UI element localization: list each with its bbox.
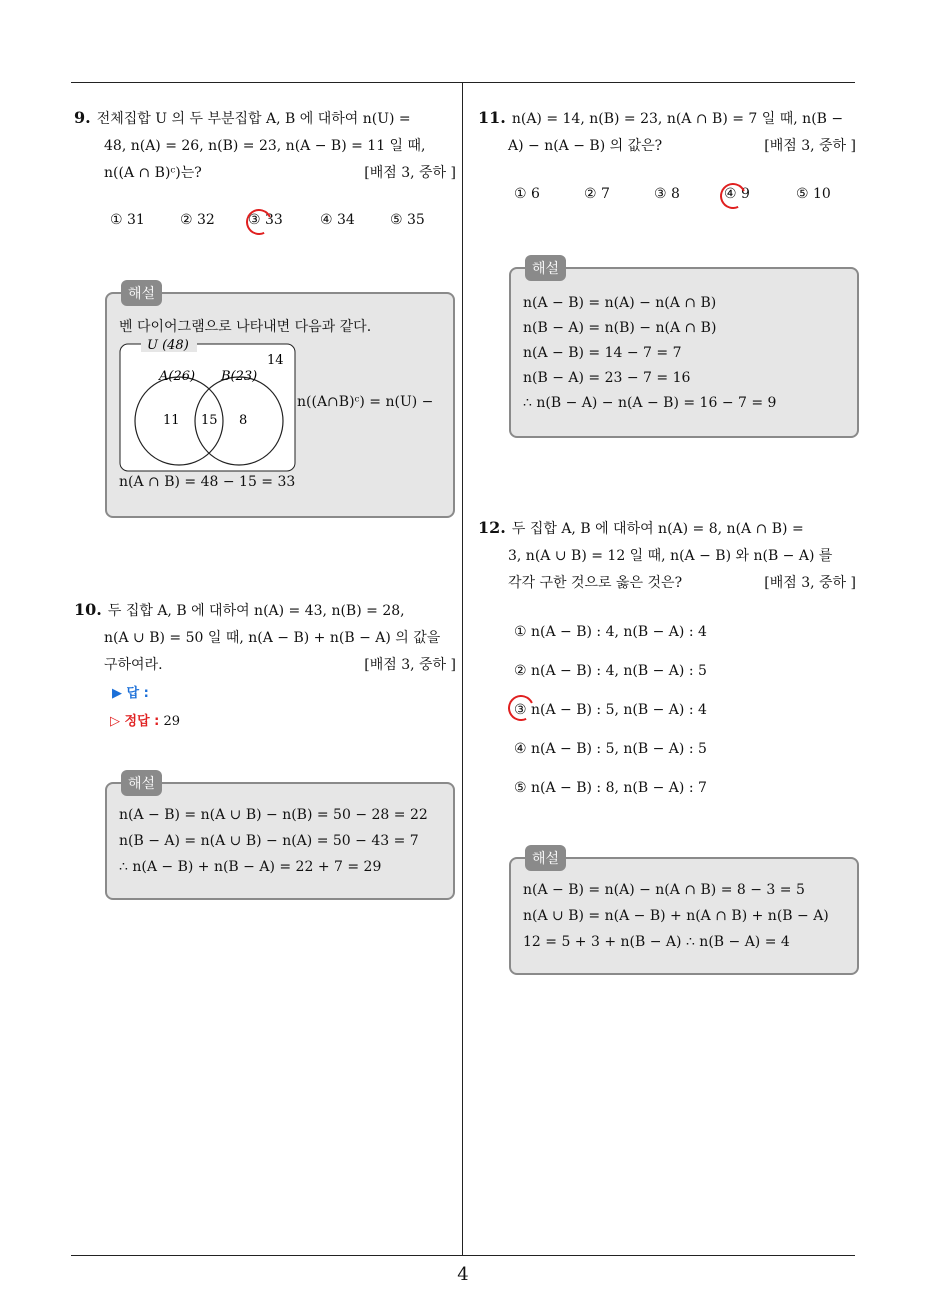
correct-answer-value: 29 bbox=[163, 714, 181, 729]
question-text-line: n((A ∩ B)ᶜ)는? bbox=[104, 165, 202, 181]
solution-box-9 bbox=[105, 286, 455, 518]
question-text-line: 각각 구한 것으로 옳은 것은? bbox=[508, 575, 683, 591]
selected-answer-mark bbox=[242, 205, 275, 238]
solution-label: 해설 bbox=[525, 255, 566, 281]
choice-2[interactable]: ② 32 bbox=[180, 212, 215, 228]
answer-label: ▶ 답 : bbox=[112, 686, 149, 701]
top-rule bbox=[71, 82, 855, 83]
set-b-label: B(23) bbox=[221, 369, 258, 384]
choice-1[interactable]: ① n(A − B) : 4, n(B − A) : 4 bbox=[514, 624, 707, 640]
choice-3[interactable]: ③ 33 bbox=[248, 212, 283, 228]
solution-line: n(A − B) = 14 − 7 = 7 bbox=[523, 345, 682, 361]
solution-label: 해설 bbox=[121, 280, 162, 306]
set-a-label: A(26) bbox=[159, 369, 196, 384]
question-text-line: n(A ∪ B) = 50 일 때, n(A − B) + n(B − A) 의 값을 bbox=[104, 630, 441, 646]
only-a-count: 11 bbox=[163, 413, 180, 428]
solution-line: n(A ∪ B) = n(A − B) + n(A ∩ B) + n(B − A) bbox=[523, 908, 829, 924]
solution-line: n(B − A) = 23 − 7 = 16 bbox=[523, 370, 691, 386]
solution-line: n(B − A) = n(A ∪ B) − n(A) = 50 − 43 = 7 bbox=[119, 833, 419, 849]
solution-label: 해설 bbox=[525, 845, 566, 871]
solution-box-10 bbox=[105, 776, 455, 900]
choices-12 bbox=[514, 622, 707, 817]
question-text-line: 전체집합 U 의 두 부분집합 A, B 에 대하여 n(U) = bbox=[96, 111, 411, 127]
choice-3[interactable]: ③ 8 bbox=[654, 186, 680, 202]
question-9 bbox=[74, 104, 456, 187]
question-number: 9. bbox=[74, 108, 91, 127]
universe-label: U (48) bbox=[147, 338, 189, 353]
score-tag: [배점 3, 중하 ] bbox=[364, 657, 456, 673]
choice-5[interactable]: ⑤ 10 bbox=[796, 186, 831, 202]
question-10 bbox=[74, 596, 456, 679]
question-text-line: 구하여라. bbox=[104, 657, 163, 673]
solution-box-12 bbox=[509, 851, 859, 975]
solution-line: n(A − B) = n(A) − n(A ∩ B) bbox=[523, 295, 717, 311]
only-b-count: 8 bbox=[239, 413, 248, 428]
solution-line: n(B − A) = n(B) − n(A ∩ B) bbox=[523, 320, 717, 336]
choice-1[interactable]: ① 6 bbox=[514, 186, 540, 202]
solution-side-text: n((A∩B)ᶜ) = n(U) − bbox=[297, 394, 434, 410]
score-tag: [배점 3, 중하 ] bbox=[364, 165, 456, 181]
selected-answer-mark bbox=[716, 179, 749, 212]
correct-answer-line bbox=[110, 710, 180, 729]
choice-2[interactable]: ② n(A − B) : 4, n(B − A) : 5 bbox=[514, 663, 707, 679]
question-text-line: 두 집합 A, B 에 대하여 n(A) = 43, n(B) = 28, bbox=[107, 603, 405, 619]
choice-5[interactable]: ⑤ n(A − B) : 8, n(B − A) : 7 bbox=[514, 780, 707, 796]
page-number: 4 bbox=[457, 1264, 469, 1285]
choices-11 bbox=[514, 186, 831, 202]
question-number: 11. bbox=[478, 108, 506, 127]
answer-line bbox=[112, 682, 149, 701]
outside-count: 14 bbox=[267, 353, 284, 368]
solution-line: 12 = 5 + 3 + n(B − A) ∴ n(B − A) = 4 bbox=[523, 934, 790, 950]
column-divider bbox=[462, 82, 463, 1255]
choice-3[interactable]: ③ n(A − B) : 5, n(B − A) : 4 bbox=[514, 702, 707, 718]
choice-2[interactable]: ② 7 bbox=[584, 186, 610, 202]
solution-label: 해설 bbox=[121, 770, 162, 796]
question-12 bbox=[478, 514, 856, 597]
question-number: 12. bbox=[478, 518, 506, 537]
question-text-line: 3, n(A ∪ B) = 12 일 때, n(A − B) 와 n(B − A) 를 bbox=[508, 548, 833, 564]
correct-answer-label: ▷ 정답 : bbox=[110, 714, 160, 729]
choice-1[interactable]: ① 31 bbox=[110, 212, 145, 228]
question-number: 10. bbox=[74, 600, 102, 619]
question-text-line: n(A) = 14, n(B) = 23, n(A ∩ B) = 7 일 때, n(B − bbox=[511, 111, 844, 127]
choice-5[interactable]: ⑤ 35 bbox=[390, 212, 425, 228]
score-tag: [배점 3, 중하 ] bbox=[764, 138, 856, 154]
question-11 bbox=[478, 104, 856, 160]
choice-4[interactable]: ④ 34 bbox=[320, 212, 355, 228]
solution-line: ∴ n(A − B) + n(B − A) = 22 + 7 = 29 bbox=[119, 859, 382, 875]
solution-box-11 bbox=[509, 261, 859, 438]
solution-line: n(A − B) = n(A ∪ B) − n(B) = 50 − 28 = 22 bbox=[119, 807, 428, 823]
choice-4[interactable]: ④ 9 bbox=[724, 186, 750, 202]
question-text-line: A) − n(A − B) 의 값은? bbox=[508, 138, 663, 154]
bottom-rule bbox=[71, 1255, 855, 1256]
question-text-line: 48, n(A) = 26, n(B) = 23, n(A − B) = 11 일 때, bbox=[104, 138, 426, 154]
solution-line: n(A − B) = n(A) − n(A ∩ B) = 8 − 3 = 5 bbox=[523, 882, 805, 898]
score-tag: [배점 3, 중하 ] bbox=[764, 575, 856, 591]
venn-diagram bbox=[119, 338, 299, 474]
solution-text: n(A ∩ B) = 48 − 15 = 33 bbox=[119, 474, 296, 490]
choice-4[interactable]: ④ n(A − B) : 5, n(B − A) : 5 bbox=[514, 741, 707, 757]
solution-line: ∴ n(B − A) − n(A − B) = 16 − 7 = 9 bbox=[523, 395, 777, 411]
solution-text: 벤 다이어그램으로 나타내면 다음과 같다. bbox=[119, 319, 372, 335]
question-text-line: 두 집합 A, B 에 대하여 n(A) = 8, n(A ∩ B) = bbox=[511, 521, 804, 537]
intersection-count: 15 bbox=[201, 413, 218, 428]
